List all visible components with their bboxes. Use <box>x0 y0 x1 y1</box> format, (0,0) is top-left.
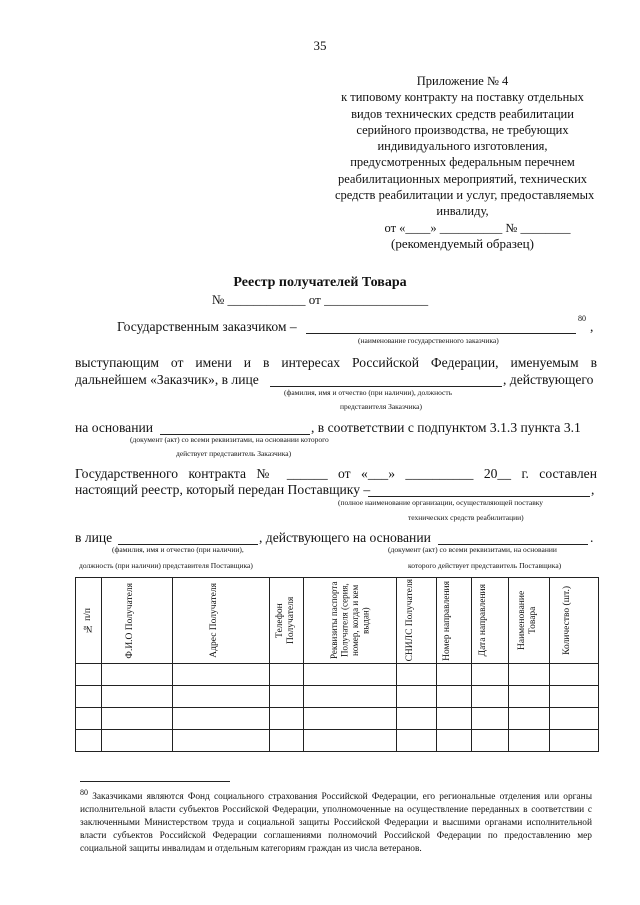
column-header-label: Адрес Получателя <box>209 583 219 658</box>
person-hint-left-1: (фамилия, имя и отчество (при наличии), <box>112 545 244 554</box>
supplier-name-blank[interactable] <box>368 482 590 497</box>
table-cell[interactable] <box>437 730 472 752</box>
column-header-label: Телефон Получателя <box>274 596 296 645</box>
appendix-line: реабилитационных мероприятий, технических <box>337 171 588 186</box>
table-cell[interactable] <box>76 664 102 686</box>
column-header <box>102 578 173 664</box>
table-row <box>76 664 599 686</box>
customer-label: Государственным заказчиком – <box>117 319 297 334</box>
column-header-label: СНИЛС Получателя <box>404 579 415 662</box>
table-cell[interactable] <box>397 664 437 686</box>
table-cell[interactable] <box>509 708 550 730</box>
table-cell[interactable] <box>270 730 304 752</box>
column-header <box>304 578 397 664</box>
table-cell[interactable] <box>437 664 472 686</box>
table-cell[interactable] <box>270 664 304 686</box>
column-header <box>270 578 304 664</box>
page-number: 35 <box>313 38 327 53</box>
table-cell[interactable] <box>76 730 102 752</box>
acting-hint-1: (фамилия, имя и отчество (при наличии), должность <box>284 388 453 397</box>
table-cell[interactable] <box>550 708 599 730</box>
person-start: в лице <box>75 530 113 545</box>
appendix-date-line: от «____» __________ № ________ <box>384 220 571 235</box>
appendix-line: серийного производства, не требующих <box>356 122 569 137</box>
footnote-mark: 80 <box>80 788 88 797</box>
appendix-line: предусмотренных федеральным перечнем <box>350 155 575 170</box>
table-cell[interactable] <box>270 708 304 730</box>
contract-line-2-end: , <box>591 482 595 497</box>
table-cell[interactable] <box>472 708 509 730</box>
customer-name-blank[interactable] <box>306 319 576 334</box>
table-cell[interactable] <box>437 708 472 730</box>
appendix-header <box>335 73 595 236</box>
table-cell[interactable] <box>304 730 397 752</box>
table-row <box>76 708 599 730</box>
table-header-row <box>76 578 599 664</box>
table-cell[interactable] <box>472 664 509 686</box>
appendix-line: к типовому контракту на поставку отдельных <box>341 90 584 105</box>
table-cell[interactable] <box>102 686 173 708</box>
appendix-line: видов технических средств реабилитации <box>351 106 574 121</box>
table-cell[interactable] <box>304 664 397 686</box>
table-cell[interactable] <box>397 708 437 730</box>
column-header-label: Наименование Товара <box>517 590 538 651</box>
basis-start: на основании <box>75 420 154 435</box>
footnote-text: Заказчиками являются Фонд социального страхования Российской Федерации, его региональные отделения или органы исполнительной власти субъектов Российской Федерации, уполномоченные на осуществление переданных в соответствии с заключенными Министерством труда и социальной защиты Российской Федерации и высшими органами исполнительной власти субъектов Российской Федерации соглашениями полномочий Российской Федерации по предоставлению мер социальной защиты инвалидам и отдельным категориям граждан из числа ветеранов. <box>80 792 592 855</box>
table-cell[interactable] <box>173 686 270 708</box>
basis-document-blank[interactable] <box>160 420 310 435</box>
table-cell[interactable] <box>270 686 304 708</box>
table-cell[interactable] <box>173 664 270 686</box>
appendix-line: индивидуального изготовления, <box>377 139 548 154</box>
table-cell[interactable] <box>173 730 270 752</box>
person-hint-right-1: (документ (акт) со всеми реквизитами, на основании <box>388 545 557 554</box>
column-header <box>509 578 550 664</box>
supplier-basis-blank[interactable] <box>438 530 588 545</box>
document-title: Реестр получателей Товара <box>233 275 407 290</box>
contract-hint-2: технических средств реабилитации) <box>408 513 524 522</box>
table-cell[interactable] <box>550 730 599 752</box>
column-header-label: № п/п <box>83 607 93 634</box>
title-number-line: № ____________ от ________________ <box>211 292 429 307</box>
person-hint-left-2: должность (при наличии) представителя Поставщика) <box>79 561 253 570</box>
customer-hint: (наименование государственного заказчика) <box>358 336 499 345</box>
table-row <box>76 730 599 752</box>
column-header <box>550 578 599 664</box>
column-header-label: Количество (шт.) <box>562 586 572 655</box>
contract-hint-1: (полное наименование организации, осуществляющей поставку <box>338 498 544 507</box>
appendix-line: средств реабилитации и услуг, предоставляемых <box>335 188 595 203</box>
table-cell[interactable] <box>509 730 550 752</box>
basis-hint-2: действует представитель Заказчика) <box>176 449 292 458</box>
contract-line-1: Государственного контракта № ______ от «___» __________ 20__ г. составлен <box>75 466 597 481</box>
appendix-line: инвалиду, <box>436 204 489 219</box>
table-cell[interactable] <box>509 664 550 686</box>
column-header <box>173 578 270 664</box>
table-cell[interactable] <box>550 686 599 708</box>
customer-representative-blank[interactable] <box>270 372 502 387</box>
table-cell[interactable] <box>437 686 472 708</box>
person-hint-right-2: которого действует представитель Поставщика) <box>408 561 562 570</box>
table-row <box>76 686 599 708</box>
sample-note: (рекомендуемый образец) <box>391 236 534 251</box>
customer-footnote-mark: 80 <box>578 314 586 323</box>
table-cell[interactable] <box>102 708 173 730</box>
table-cell[interactable] <box>304 686 397 708</box>
footnote <box>80 786 592 856</box>
column-header-label: Дата направления <box>478 584 488 657</box>
column-header <box>397 578 437 664</box>
recipients-table <box>75 577 599 752</box>
column-header-label: Номер направления <box>442 580 452 661</box>
footnote-divider <box>80 781 230 782</box>
table-cell[interactable] <box>472 730 509 752</box>
customer-comma: , <box>590 319 594 334</box>
table-cell[interactable] <box>472 686 509 708</box>
table-cell[interactable] <box>304 708 397 730</box>
person-end: . <box>590 530 594 545</box>
table-cell[interactable] <box>102 664 173 686</box>
column-header <box>437 578 472 664</box>
supplier-representative-blank[interactable] <box>118 530 258 545</box>
column-header <box>472 578 509 664</box>
acting-hint-2: представителя Заказчика) <box>340 402 422 411</box>
appendix-line: Приложение № 4 <box>416 74 509 88</box>
acting-line-2-end: , действующего <box>503 372 594 387</box>
table-cell[interactable] <box>173 708 270 730</box>
table-cell[interactable] <box>397 730 437 752</box>
column-header-label: Реквизиты паспорта Получателя (серия, номер, когда и кем выдан) <box>329 581 371 660</box>
table-cell[interactable] <box>397 686 437 708</box>
table-cell[interactable] <box>76 708 102 730</box>
column-header <box>76 578 102 664</box>
acting-line-1: выступающим от имени и в интересах Российской Федерации, именуемым в <box>75 355 597 370</box>
person-middle: , действующего на основании <box>259 530 431 545</box>
basis-end: , в соответствии с подпунктом 3.1.3 пункта 3.1 <box>311 420 581 435</box>
table-cell[interactable] <box>102 730 173 752</box>
contract-line-2-start: настоящий реестр, который передан Поставщику – <box>75 482 371 497</box>
basis-hint-1: (документ (акт) со всеми реквизитами, на основании которого <box>130 435 329 444</box>
column-header-label: Ф.И.О Получателя <box>125 582 135 659</box>
acting-line-2-start: дальнейшем «Заказчик», в лице <box>75 372 259 387</box>
table-cell[interactable] <box>76 686 102 708</box>
table-cell[interactable] <box>509 686 550 708</box>
table-cell[interactable] <box>550 664 599 686</box>
